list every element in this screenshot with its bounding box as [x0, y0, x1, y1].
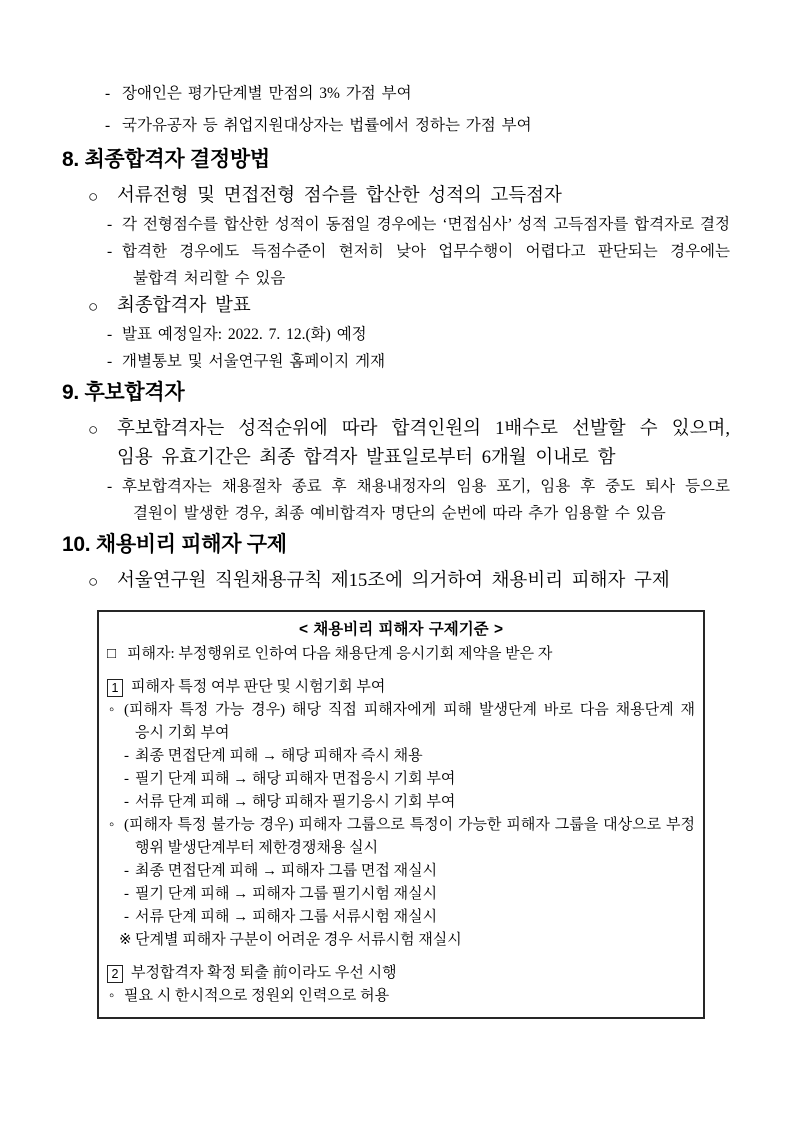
line-text: 응시 기회 부여	[135, 725, 230, 741]
boxednum-line	[107, 962, 695, 985]
dash-marker: -	[107, 326, 113, 343]
scircle-line	[107, 814, 695, 837]
line-text: 서류전형 및 면접전형 점수를 합산한 성적의 고득점자	[117, 186, 562, 206]
dash-marker: -	[107, 243, 113, 260]
intro-line	[62, 110, 730, 142]
line-text: 서울연구원 직원채용규칙 제15조에 의거하여 채용비리 피해자 구제	[117, 571, 670, 591]
line-text: (피해자 특정 불가능 경우) 피해자 그룹으로 특정이 가능한 피해자 그룹을 대상으로 부정	[124, 817, 695, 833]
line-text: 후보합격자는 채용절차 종료 후 채용내정자의 임용 포기, 임용 후 중도 퇴사 등으로	[122, 478, 730, 495]
line-text: 서류 단계 피해 → 피해자 그룹 서류시험 재실시	[135, 909, 438, 925]
dash-marker: -	[107, 478, 113, 495]
line-text: 최종합격자 발표	[117, 296, 251, 316]
circle-line	[62, 444, 730, 473]
intro-marker: -	[105, 117, 111, 134]
scircle-line	[107, 837, 695, 860]
dash-line	[62, 348, 730, 375]
line-text: 개별통보 및 서울연구원 홈페이지 게재	[122, 353, 386, 370]
line-text: 각 전형점수를 합산한 성적이 동점일 경우에는 ‘면접심사’ 성적 고득점자를 합격자로 결정	[122, 216, 730, 233]
circle-line	[62, 182, 730, 211]
dash-marker: -	[107, 216, 113, 233]
line-text: 후보합격자는 성적순위에 따라 합격인원의 1배수로 선발할 수 있으며,	[117, 419, 730, 439]
dash-line	[62, 500, 730, 527]
line-text: 합격한 경우에도 득점수준이 현저히 낮아 업무수행이 어렵다고 판단되는 경우에는	[122, 243, 730, 260]
square-marker: □	[107, 646, 117, 662]
line-text: 서류 단계 피해 → 해당 피해자 필기응시 기회 부여	[135, 794, 456, 810]
line-text: 필기 단계 피해 → 피해자 그룹 필기시험 재실시	[135, 886, 438, 902]
line-text: 발표 예정일자: 2022. 7. 12.(화) 예정	[122, 326, 367, 343]
line-text: 피해자: 부정행위로 인하여 다음 채용단계 응시기회 제약을 받은 자	[127, 646, 553, 662]
bdash-marker: -	[124, 771, 129, 787]
line-text: 장애인은 평가단계별 만점의 3% 가점 부여	[122, 85, 412, 102]
intro-line	[62, 78, 730, 110]
note-marker: ※	[119, 932, 132, 948]
boxednum-line	[107, 676, 695, 699]
bdash-line	[107, 883, 695, 906]
scircle-line	[107, 722, 695, 745]
line-text: 최종 면접단계 피해 → 피해자 그룹 면접 재실시	[135, 863, 438, 879]
section-heading: 10. 채용비리 피해자 구제	[62, 533, 287, 556]
dash-marker: -	[107, 353, 113, 370]
bdash-line	[107, 768, 695, 791]
dash-line	[62, 473, 730, 500]
section-heading: 8. 최종합격자 결정방법	[62, 148, 270, 171]
scircle-marker: ◦	[109, 702, 115, 718]
boxed-number-marker: 2	[107, 965, 123, 983]
line-text: 부정합격자 확정 퇴출 前이라도 우선 시행	[131, 965, 397, 981]
dash-line	[62, 238, 730, 265]
box-title: < 채용비리 피해자 구제기준 >	[298, 621, 504, 638]
line-text: 피해자 특정 여부 판단 및 시험기회 부여	[131, 679, 386, 695]
circle-marker: ○	[88, 187, 99, 206]
bdash-marker: -	[124, 863, 129, 879]
remedy-criteria-box	[97, 610, 705, 1019]
scircle-line	[107, 699, 695, 722]
line-text: 임용 유효기간은 최종 합격자 발표일로부터 6개월 이내로 함	[117, 448, 616, 468]
document-body	[62, 78, 730, 596]
line-text: 필기 단계 피해 → 해당 피해자 면접응시 기회 부여	[135, 771, 456, 787]
scircle-marker: ◦	[109, 988, 115, 1004]
square-line	[107, 643, 695, 666]
line-text: 최종 면접단계 피해 → 해당 피해자 즉시 채용	[135, 748, 423, 764]
intro-marker: -	[105, 85, 111, 102]
line-text: (피해자 특정 가능 경우) 해당 직접 피해자에게 피해 발생단계 바로 다음 채용단계 재	[124, 702, 695, 718]
bdash-marker: -	[124, 794, 129, 810]
bdash-marker: -	[124, 886, 129, 902]
line-text: 필요 시 한시적으로 정원외 인력으로 허용	[124, 988, 390, 1004]
dash-line	[62, 265, 730, 292]
scircle-marker: ◦	[109, 817, 115, 833]
boxed-number-marker: 1	[107, 679, 123, 697]
line-text: 행위 발생단계부터 제한경쟁채용 실시	[135, 840, 379, 856]
bdash-marker: -	[124, 748, 129, 764]
box-body	[107, 643, 695, 1008]
line-text: 불합격 처리할 수 있음	[133, 270, 286, 287]
circle-line	[62, 567, 730, 596]
circle-marker: ○	[88, 572, 99, 591]
dash-line	[62, 321, 730, 348]
box-gap	[107, 952, 695, 962]
scircle-line	[107, 985, 695, 1008]
note-line	[107, 929, 695, 952]
line-text: 국가유공자 등 취업지원대상자는 법률에서 정하는 가점 부여	[122, 117, 532, 134]
bdash-line	[107, 745, 695, 768]
bdash-line	[107, 860, 695, 883]
circle-marker: ○	[88, 420, 99, 439]
circle-marker: ○	[88, 297, 99, 316]
bdash-marker: -	[124, 909, 129, 925]
line-text: 결원이 발생한 경우, 최종 예비합격자 명단의 순번에 따라 추가 임용할 수 있음	[133, 505, 666, 522]
bdash-line	[107, 791, 695, 814]
box-gap	[107, 666, 695, 676]
circle-line	[62, 415, 730, 444]
circle-line	[62, 292, 730, 321]
section-heading: 9. 후보합격자	[62, 381, 185, 404]
bdash-line	[107, 906, 695, 929]
dash-line	[62, 211, 730, 238]
line-text: 단계별 피해자 구분이 어려운 경우 서류시험 재실시	[135, 932, 462, 948]
